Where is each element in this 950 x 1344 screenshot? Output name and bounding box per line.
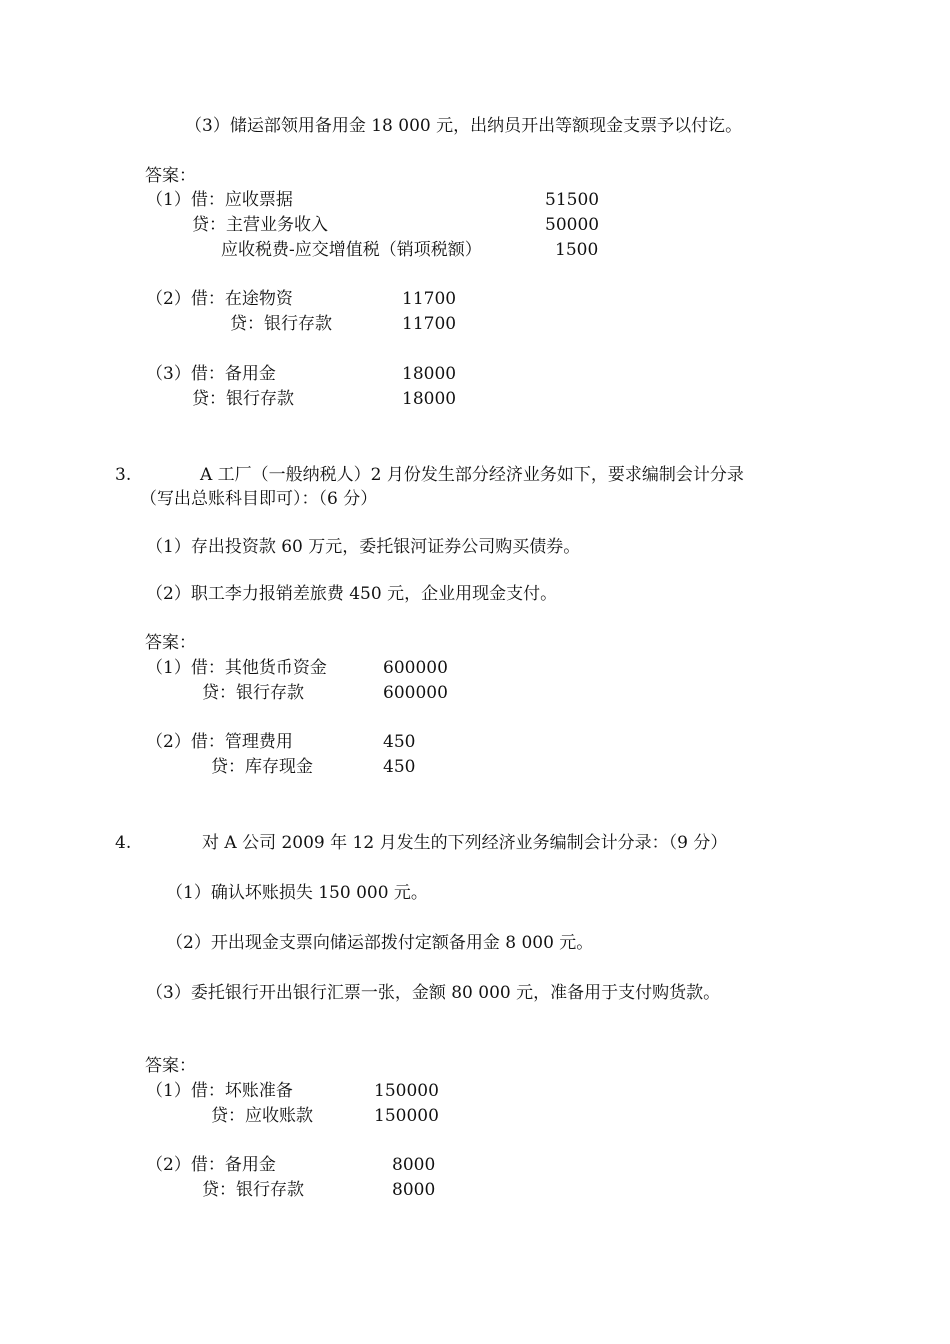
q2-e1-credit2-amount: 1500 — [555, 240, 599, 260]
q4-e1-credit-amount: 150000 — [374, 1106, 439, 1126]
q3-e1-debit-amount: 600000 — [383, 658, 448, 678]
q2-e1-credit-amount: 50000 — [545, 215, 600, 235]
q3-e1-credit-label: 贷：银行存款 — [202, 683, 304, 703]
q3-e2-debit-amount: 450 — [383, 732, 416, 752]
q3-e1-debit-label: （1）借：其他货币资金 — [146, 658, 327, 678]
q3-item-1: （1）存出投资款 60 万元，委托银河证券公司购买债券。 — [146, 537, 581, 557]
q4-e1-debit-label: （1）借：坏账准备 — [146, 1081, 293, 1101]
q2-e2-credit-label: 贷：银行存款 — [230, 314, 332, 334]
q2-e2-debit-label: （2）借：在途物资 — [146, 289, 293, 309]
q3-item-2: （2）职工李力报销差旅费 450 元，企业用现金支付。 — [146, 584, 558, 604]
q2-e3-credit-amount: 18000 — [402, 389, 457, 409]
q4-e2-debit-label: （2）借：备用金 — [146, 1155, 276, 1175]
q4-e2-credit-label: 贷：银行存款 — [202, 1180, 304, 1200]
q4-e2-debit-amount: 8000 — [392, 1155, 436, 1175]
q4-text-line1: 对 A 公司 2009 年 12 月发生的下列经济业务编制会计分录：（9 分） — [202, 833, 728, 853]
q2-answer-heading: 答案： — [145, 166, 196, 186]
q3-text-line2: （写出总账科目即可）：（6 分） — [140, 489, 378, 509]
q4-item-1: （1）确认坏账损失 150 000 元。 — [166, 883, 428, 903]
q3-e2-debit-label: （2）借：管理费用 — [146, 732, 293, 752]
q2-e3-debit-amount: 18000 — [402, 364, 457, 384]
q2-e3-credit-label: 贷：银行存款 — [192, 389, 294, 409]
q2-item-3: （3）储运部领用备用金 18 000 元，出纳员开出等额现金支票予以付讫。 — [185, 116, 743, 136]
q4-answer-heading: 答案： — [145, 1056, 196, 1076]
q4-item-3: （3）委托银行开出银行汇票一张，金额 80 000 元，准备用于支付购货款。 — [146, 983, 721, 1003]
q3-e1-credit-amount: 600000 — [383, 683, 448, 703]
q4-e1-debit-amount: 150000 — [374, 1081, 439, 1101]
q2-e1-debit-amount: 51500 — [545, 190, 600, 210]
q4-e1-credit-label: 贷：应收账款 — [211, 1106, 313, 1126]
q4-number: 4. — [115, 833, 132, 853]
q3-text-line1: A 工厂（一般纳税人）2 月份发生部分经济业务如下，要求编制会计分录 — [200, 465, 744, 485]
q4-item-2: （2）开出现金支票向储运部拨付定额备用金 8 000 元。 — [166, 933, 594, 953]
q2-e1-debit-label: （1）借：应收票据 — [146, 190, 293, 210]
q2-e2-debit-amount: 11700 — [402, 289, 457, 309]
q2-e1-credit2-label: 应收税费-应交增值税（销项税额） — [221, 240, 482, 260]
q2-e2-credit-amount: 11700 — [402, 314, 457, 334]
q2-e1-credit-label: 贷：主营业务收入 — [192, 215, 328, 235]
q3-e2-credit-label: 贷：库存现金 — [211, 757, 313, 777]
q2-e3-debit-label: （3）借：备用金 — [146, 364, 276, 384]
q4-e2-credit-amount: 8000 — [392, 1180, 436, 1200]
q3-e2-credit-amount: 450 — [383, 757, 416, 777]
q3-number: 3. — [115, 465, 132, 485]
q3-answer-heading: 答案： — [145, 633, 196, 653]
